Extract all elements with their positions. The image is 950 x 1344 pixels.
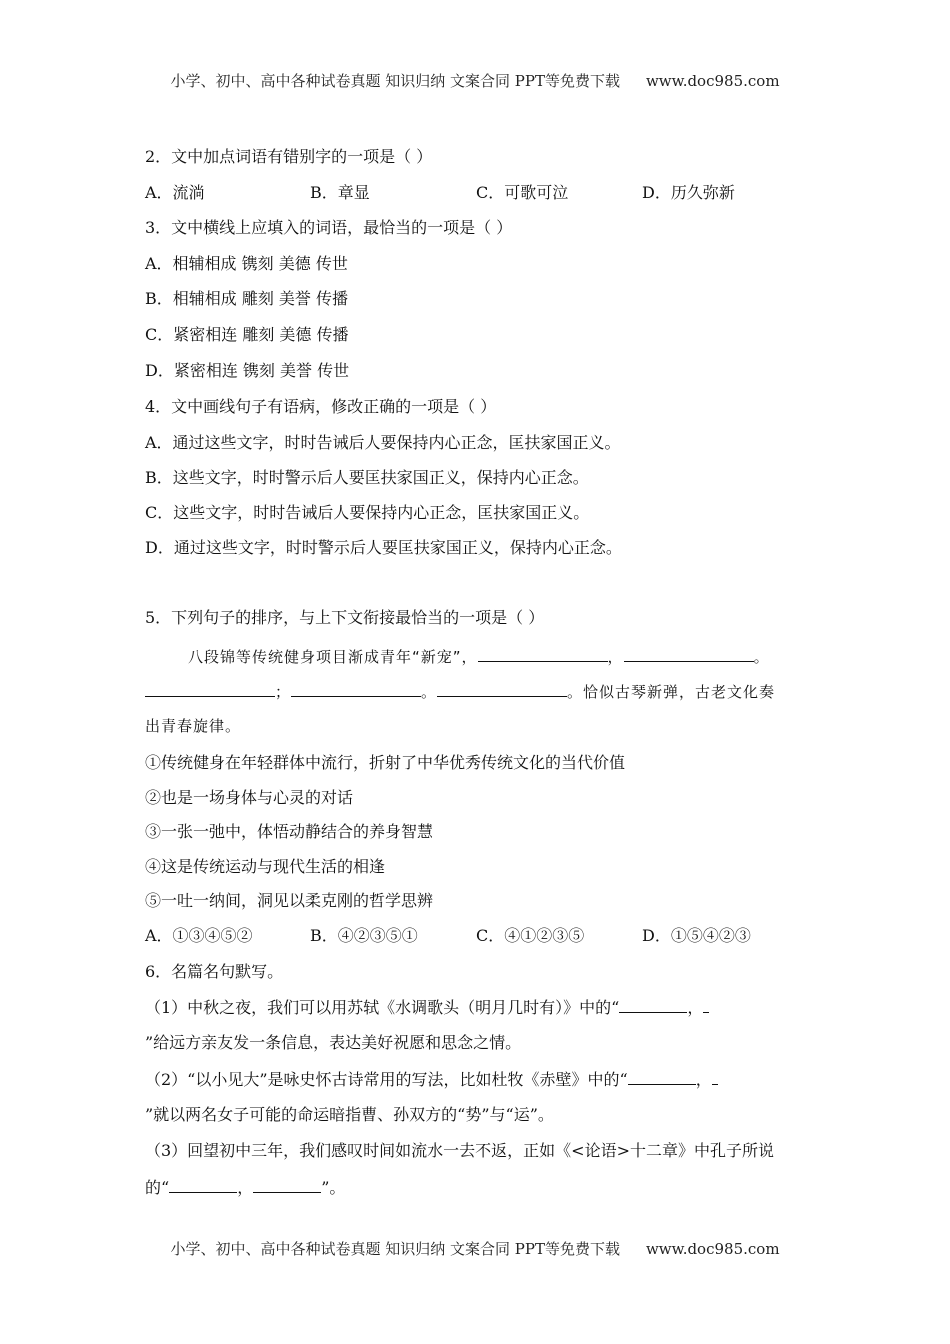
header-text: 小学、初中、高中各种试卷真题 知识归纳 文案合同 PPT等免费下载 [170,72,620,90]
q5-passage-line3: 出青春旋律。 [145,717,242,735]
q5-passage-line1 [188,645,770,668]
q2-option-a: A．流淌 [145,183,205,202]
page-header [0,70,950,91]
q5-option-d: D．①⑤④②③ [642,926,751,945]
q6-part1-blank-2[interactable] [703,996,709,1013]
q3-option-d: D．紧密相连 镌刻 美誉 传世 [145,361,350,380]
footer-site[interactable]: www.doc985.com [645,1240,780,1258]
q5-passage-text: 八段锦等传统健身项目渐成青年“新宠”， [188,648,478,666]
q6-part1-text: （1）中秋之夜，我们可以用苏轼《水调歌头（明月几时有）》中的“ [145,998,620,1017]
q6-part3-comma: ， [237,1178,254,1197]
q5-blank-2[interactable] [624,645,754,662]
q4-option-d: D．通过这些文字，时时警示后人要匡扶家国正义，保持内心正念。 [145,538,622,557]
q5-blank-1[interactable] [478,645,608,662]
q6-part1-comma: ， [687,998,704,1017]
q5-option-c: C．④①②③⑤ [476,926,585,945]
q4-option-b: B．这些文字，时时警示后人要匡扶家国正义，保持内心正念。 [145,468,589,487]
q5-item-3: ③一张一弛中，体悟动静结合的养身智慧 [145,822,434,841]
q6-part2-blank-2[interactable] [712,1068,718,1085]
q5-item-4: ④这是传统运动与现代生活的相逢 [145,857,386,876]
q3-option-b: B．相辅相成 雕刻 美誉 传播 [145,289,349,308]
q6-part1-line2: ”给远方亲友发一条信息，表达美好祝愿和思念之情。 [145,1033,522,1052]
q5-item-1: ①传统健身在年轻群体中流行，折射了中华优秀传统文化的当代价值 [145,753,626,772]
q6-part2-line2: ”就以两名女子可能的命运暗指曹、孙双方的“势”与“运”。 [145,1105,554,1124]
q2-option-b: B．章显 [310,183,370,202]
q3-option-a: A．相辅相成 镌刻 美德 传世 [145,254,348,273]
q6-part3-blank-1[interactable] [169,1176,237,1193]
q5-option-b: B．④②③⑤① [310,926,418,945]
q5-blank-5[interactable] [437,680,567,697]
q5-stem: 5．下列句子的排序，与上下文衔接最恰当的一项是（ ） [145,608,545,627]
q6-part2-line1 [145,1068,718,1091]
q6-part1-blank-1[interactable] [619,996,687,1013]
header-site[interactable]: www.doc985.com [645,72,780,90]
q5-passage-tail: 。恰似古琴新弹，古老文化奏 [567,683,776,701]
footer-text: 小学、初中、高中各种试卷真题 知识归纳 文案合同 PPT等免费下载 [170,1240,620,1258]
q6-part1-line1 [145,996,709,1019]
q6-part3-blank-2[interactable] [253,1176,321,1193]
q5-blank-3[interactable] [145,680,275,697]
q6-part3-text: 的“ [145,1178,170,1197]
q5-item-2: ②也是一场身体与心灵的对话 [145,788,354,807]
page-footer [0,1238,950,1259]
q2-option-d: D．历久弥新 [642,183,735,202]
q5-passage-line2 [145,680,775,703]
q6-part2-text: （2）“以小见大”是咏史怀古诗常用的写法，比如杜牧《赤壁》中的“ [145,1070,628,1089]
q5-end: 。 [753,648,770,666]
q4-option-a: A．通过这些文字，时时告诫后人要保持内心正念，匡扶家国正义。 [145,433,621,452]
q5-option-a: A．①③④⑤② [145,926,253,945]
q6-part2-blank-1[interactable] [628,1068,696,1085]
q6-stem: 6．名篇名句默写。 [145,962,284,981]
q2-stem: 2．文中加点词语有错别字的一项是（ ） [145,147,433,166]
q5-sep: ； [275,683,292,701]
q4-stem: 4．文中画线句子有语病，修改正确的一项是（ ） [145,397,497,416]
q4-option-c: C．这些文字，时时告诫后人要保持内心正念，匡扶家国正义。 [145,503,590,522]
q3-option-c: C．紧密相连 雕刻 美德 传播 [145,325,349,344]
q6-part3-line1: （3）回望初中三年，我们感叹时间如流水一去不返，正如《<论语>十二章》中孔子所说 [145,1141,774,1160]
q6-part3-end: ”。 [321,1178,346,1197]
q5-sep: ， [607,648,624,666]
q3-stem: 3．文中横线上应填入的词语，最恰当的一项是（ ） [145,218,513,237]
q2-option-c: C．可歌可泣 [476,183,569,202]
q6-part2-comma: ， [695,1070,712,1089]
q5-end: 。 [421,683,438,701]
q5-blank-4[interactable] [291,680,421,697]
q5-item-5: ⑤一吐一纳间，洞见以柔克刚的哲学思辨 [145,891,434,910]
q6-part3-line2 [145,1176,345,1199]
